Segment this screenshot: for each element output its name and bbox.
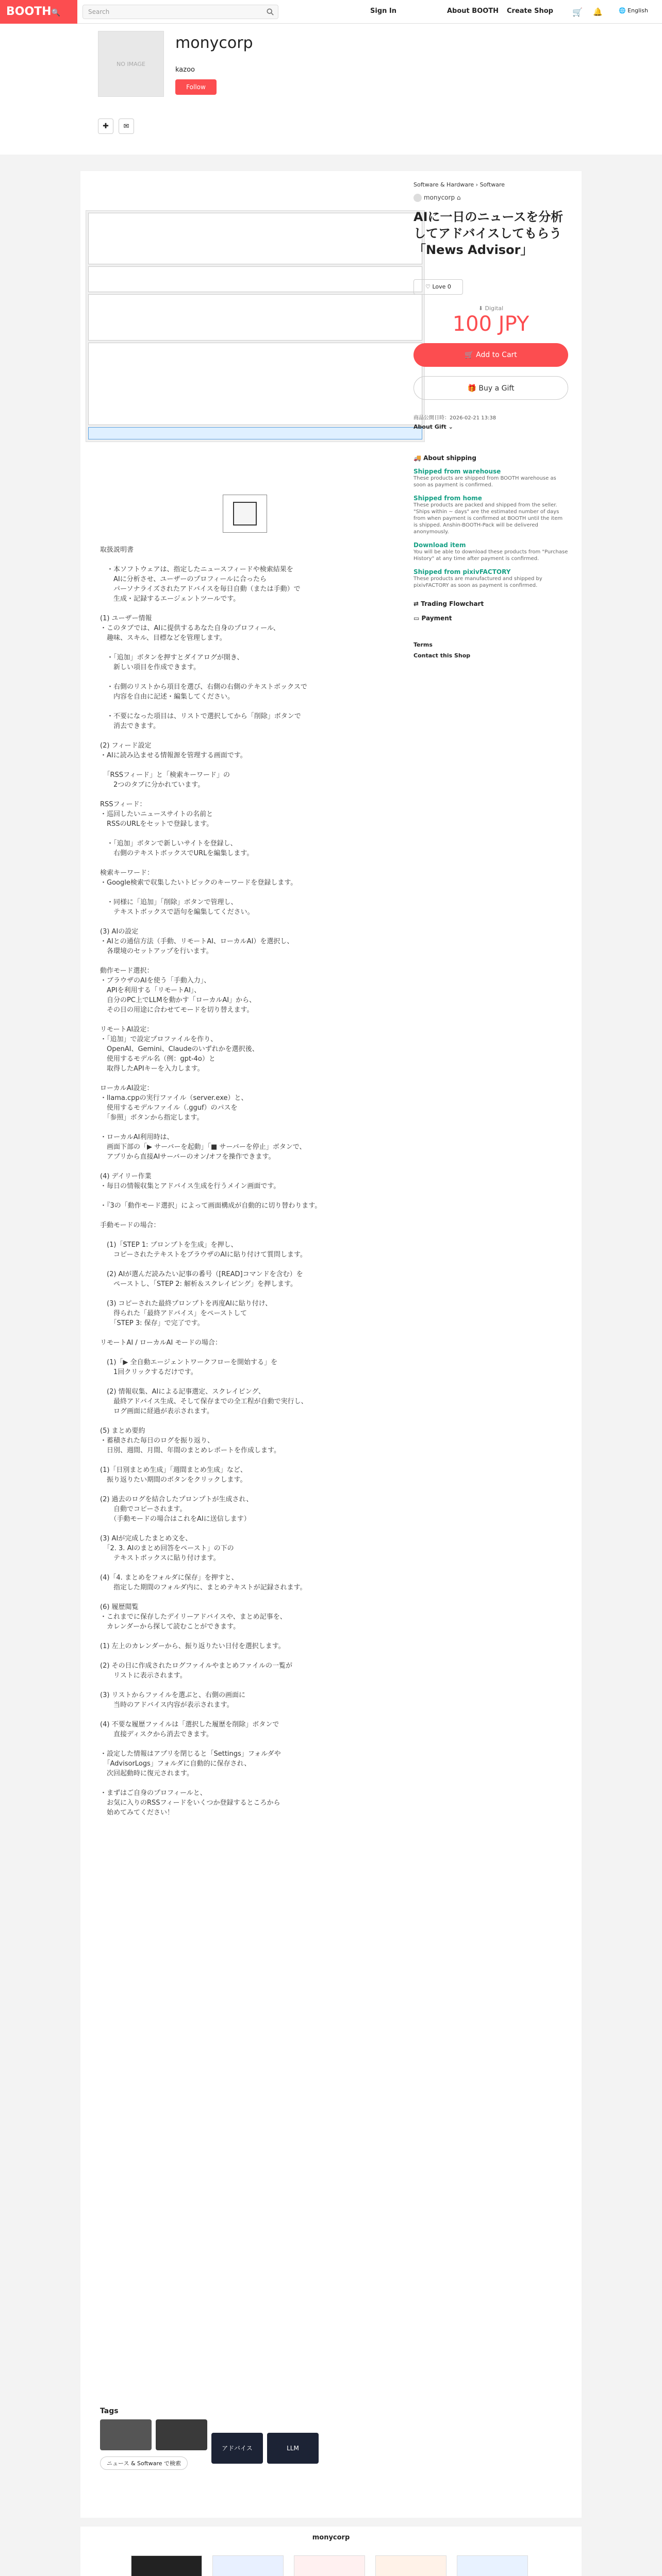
top-nav-bar (0, 0, 662, 24)
shipping-type-heading: Download item (413, 541, 466, 549)
shop-avatar[interactable] (98, 31, 164, 97)
globe-icon: 🌐 (619, 7, 626, 14)
love-count: Love 0 (432, 283, 451, 290)
shipping-type-text: These products are manufactured and shipped by pixivFACTORY as soon as payment is confirmed. (413, 576, 542, 588)
shipping-type-text: These products are shipped from BOOTH warehouse as soon as payment is confirmed. (413, 476, 556, 488)
shop-home-icon[interactable]: ⌂ (456, 194, 461, 201)
item-card (80, 171, 582, 2518)
sale-time: 商品公開日時：2026-02-21 13:38 (413, 415, 496, 421)
mail-button[interactable] (119, 118, 134, 134)
digital-label (413, 305, 568, 312)
flowchart-icon: ⇄ (413, 600, 419, 607)
buy-gift-button[interactable] (413, 376, 568, 400)
shipping-title: About shipping (423, 454, 476, 462)
notification-icon[interactable]: 🔔 (593, 7, 603, 16)
tag-item[interactable]: アドバイス (211, 2433, 263, 2464)
shipping-type-heading: Shipped from warehouse (413, 468, 501, 475)
breadcrumb (413, 181, 572, 188)
add-to-cart-button[interactable] (413, 343, 568, 367)
shipping-type-heading: Shipped from pixivFACTORY (413, 568, 511, 575)
shipping-info (413, 454, 568, 659)
shipping-type-text: These products are packed and shipped from the seller. "Ships within ~ days" are the estimated number of days from when payment is confirmed at BOOTH until the item is shipped. Anshin-BOOTH-Pack will be delivered anonymously. (413, 502, 563, 535)
love-button[interactable] (413, 279, 463, 295)
pixiv-icon: ✚ (103, 122, 109, 130)
main-product-image[interactable] (86, 210, 425, 442)
carousel-shop-name[interactable]: monycorp (312, 2534, 350, 2541)
payment-link[interactable] (413, 615, 568, 622)
breadcrumb-subcategory[interactable]: Software (479, 181, 505, 188)
shop-owner[interactable]: kazoo (175, 66, 195, 74)
shipping-type-text: You will be able to download these products from "Purchase History" at any time after payment is confirmed. (413, 549, 568, 562)
image-thumbnail[interactable] (223, 495, 267, 533)
terms-link[interactable]: Terms (413, 641, 433, 648)
carousel-item-image[interactable] (375, 2555, 446, 2576)
avatar-placeholder-text: NO IMAGE (117, 60, 145, 67)
tag-item[interactable] (100, 2419, 152, 2450)
search-placeholder: Search (88, 8, 110, 15)
breadcrumb-category[interactable]: Software & Hardware (413, 181, 474, 188)
search-icon[interactable] (267, 8, 274, 15)
carousel-item-image[interactable] (294, 2555, 365, 2576)
about-gift-link[interactable] (413, 423, 453, 430)
heart-icon: ♡ (425, 283, 431, 290)
digital-label-text: Digital (485, 305, 504, 312)
card-icon: ▭ (413, 615, 420, 622)
trading-flowchart-link[interactable] (413, 600, 568, 607)
item-shop-name: monycorp (423, 194, 455, 201)
sign-in-link[interactable]: Sign In (370, 7, 396, 15)
truck-icon: 🚚 (413, 454, 421, 462)
payment-label: Payment (421, 615, 452, 622)
carousel-item-image[interactable] (131, 2555, 202, 2576)
contact-shop-link[interactable]: Contact this Shop (413, 652, 471, 659)
item-price: 100 JPY (452, 312, 529, 336)
add-to-cart-label: Add to Cart (476, 351, 517, 359)
shop-small-icon (413, 194, 422, 202)
gift-icon: 🎁 (467, 384, 476, 393)
shop-items-carousel (80, 2527, 582, 2576)
tags-heading: Tags (100, 2407, 119, 2415)
language-selector[interactable] (619, 7, 648, 14)
about-gift-label: About Gift (413, 423, 446, 430)
item-title: AIに一日のニュースを分析してアドバイスしてもらう「News Advisor」 (413, 210, 564, 257)
shipping-type-heading: Shipped from home (413, 495, 482, 502)
download-icon: ⬇ (478, 305, 484, 312)
shop-follow-button[interactable]: Follow (175, 79, 217, 95)
language-label: English (627, 7, 648, 14)
booth-logo[interactable]: BOOTH🔍 (0, 0, 77, 24)
buy-gift-label: Buy a Gift (478, 384, 515, 393)
cart-icon: 🛒 (465, 351, 474, 359)
category-search-tag[interactable]: ニュース & Software で検索 (100, 2456, 188, 2470)
cart-icon[interactable]: 🛒 (572, 7, 583, 17)
chevron-down-icon: ⌄ (448, 423, 453, 430)
trading-label: Trading Flowchart (421, 600, 484, 607)
carousel-item-image[interactable] (212, 2555, 284, 2576)
tag-item[interactable] (156, 2419, 207, 2450)
about-booth-link[interactable]: About BOOTH (447, 7, 499, 15)
mail-icon: ✉ (123, 122, 129, 130)
pixiv-link-button[interactable] (98, 118, 113, 134)
carousel-item-image[interactable] (457, 2555, 528, 2576)
item-info-column (413, 181, 572, 659)
shop-name[interactable]: monycorp (175, 34, 253, 52)
create-shop-link[interactable]: Create Shop (507, 7, 553, 15)
search-input[interactable] (82, 5, 278, 19)
chevron-right-icon: › (475, 181, 478, 188)
item-description: 取扱説明書 ・本ソフトウェアは、指定したニュースフィードや検索結果を AIに分析させ、ユーザーのプロフィールに合ったら パーソナライズされたアドバイスを毎日自動（または手動）で 生成・記録するエージェントツールです。 (1) ユーザー情報 ・このタブでは、AIに提供するあなた自身のプロフィール、 趣味、スキル、目標などを管理します。 ・「追加」ボタンを押すとダイアログが開き、 新しい項目を作成できます。 ・右側のリストから項目を選び、右側の右側のテキストボックスで 内容を自由に記述・編集してください。 ・不要になった項目は、リストで選択してから「削除」ボタンで 消去できます。 (2) フィード設定 ・AIに読み込ませる情報源を管理する画面です。 「RSSフィード」と「検索キーワード」の 2つのタブに分かれています。 RSSフィード： ・巡回したいニュースサイトの名前と RSSのURLをセットで登録します。 ・「追加」ボタンで新しいサイトを登録し、 右側のテキストボックスでURLを編集します。 検索キーワード： ・Google検索で収集したいトピックのキーワードを登録します。 ・同様に「追加」「削除」ボタンで管理し、 テキストボックスで語句を編集してください。 (3) AIの設定 ・AIとの通信方法（手動、リモートAI、ローカルAI）を選択し、 各環境のセットアップを行います。 動作モード選択： ・ブラウザのAIを使う「手動入力」、 APIを利用する「リモートAI」、 自分のPC上でLLMを動かす「ローカルAI」から、 その日の用途に合わせてモードを切り替えます。 リモートAI設定： ・「追加」で設定プロファイルを作り、 OpenAI、Gemini、Claudeのいずれかを選択後、 使用するモデル名（例：gpt-4o）と 取得したAPIキーを入力します。 ローカルAI設定： ・llama.cppの実行ファイル（server.exe）と、 使用するモデルファイル（.gguf）のパスを 「参照」ボタンから指定します。 ・ローカルAI利用時は、 画面下部の「▶ サーバーを起動」「■ サーバーを停止」ボタンで、 アプリから直接AIサーバーのオン/オフを操作できます。 (4) デイリー作業 ・毎日の情報収集とアドバイス生成を行うメイン画面です。 ・『3の「動作モード選択」によって画面構成が自動的に切り替わります。 手動モードの場合： (1)「STEP 1: プロンプトを生成」を押し、 コピーされたテキストをブラウザのAIに貼り付けて質問します。 (2) AIが選んだ読みたい記事の番号（[READ]コマンドを含む）を ペーストし、「STEP 2: 解析＆スクレイピング」を押します。 (3) コピーされた最終プロンプトを再度AIに貼り付け、 得られた「最終アドバイス」をペーストして 「STEP 3: 保存」で完了です。 リモートAI / ローカルAI モードの場合： (1)「▶ 全自動エージェントワークフローを開始する」を 1回クリックするだけです。 (2) 情報収集、AIによる記事選定、スクレイピング、 最終アドバイス生成、そして保存までの全工程が自動で実行し、 ログ画面に経過が表示されます。 (5) まとめ要約 ・蓄積された毎日のログを振り返り、 日別、週間、月間、年間のまとめレポートを作成します。 (1)「日別まとめ生成」「週間まとめ生成」など、 振り返りたい期間のボタンをクリックします。 (2) 過去のログを結合したプロンプトが生成され、 自動でコピーされます。 （手動モードの場合はこれをAIに送信します） (3) AIが完成したまとめ文を、 「2. 3. AIのまとめ回答をペースト」の下の テキストボックスに貼り付けます。 (4)「4. まとめをフォルダに保存」を押すと、 指定した期間のフォルダ内に、まとめテキストが記録されます。 (6) 履歴閲覧 ・これまでに保存したデイリーアドバイスや、まとめ記事を、 カレンダーから探して読むことができます。 (1) 左上のカレンダーから、振り返りたい日付を選択します。 (2) その日に作成されたログファイルやまとめファイルの一覧が リストに表示されます。 (3) リストからファイルを選ぶと、右側の画面に 当時のアドバイス内容が表示されます。 (4) 不要な履歴ファイルは「選択した履歴を削除」ボタンで 直接ディスクから消去できます。 ・設定した情報はアプリを閉じると「Settings」フォルダや 「AdvisorLogs」フォルダに自動的に保存され、 次回起動時に復元されます。 ・まずはご自身のプロフィールと、 お気に入りのRSSフィードをいくつか登録するところから 始めてみてください！ (100, 546, 322, 1817)
shipping-heading[interactable] (413, 454, 568, 462)
item-shop-link[interactable] (413, 194, 461, 202)
tag-item[interactable]: LLM (267, 2433, 319, 2464)
